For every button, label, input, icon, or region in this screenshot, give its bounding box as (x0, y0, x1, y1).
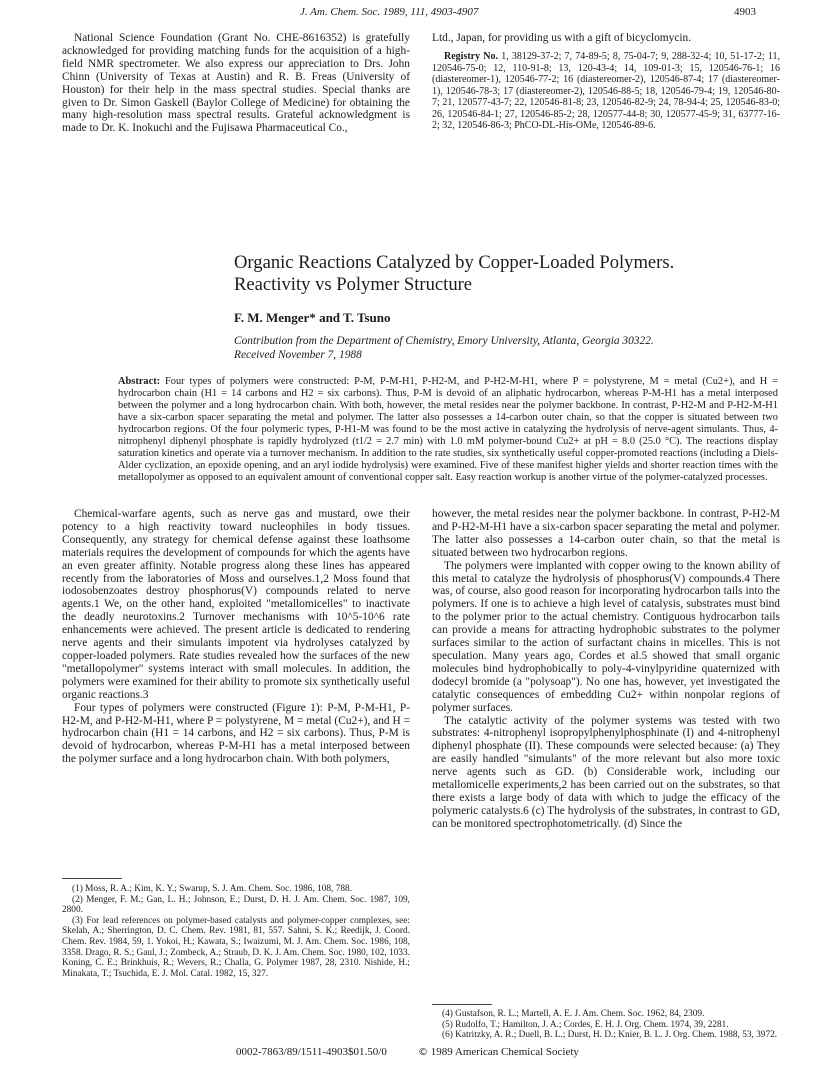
body-left-column (62, 508, 410, 766)
article-code: 0002-7863/89/1511-4903$01.50/0 (236, 1046, 387, 1058)
body-paragraph: Chemical-warfare agents, such as nerve gas and mustard, owe their potency to a high reactivity toward nucleophiles in body tissues. Consequently, any strategy for chemical defense against these loathsome materials requires the development of compounds for which the agents have an even greater affinity. Notable progress along these lines has appeared recently from the laboratories of Moss and ourselves.1,2 Moss found that iodosobenzoates destroy phosphorus(V) compounds related to nerve agents.1 We, on the other hand, exploited "metallomicelles" to inactivate the deadly neurotoxins.2 Turnover mechanisms with 10^5-10^6 rate enhancements were achieved. The present article is dedicated to rendering nerve agents and their simulants impotent via hydrolyses catalyzed by copper-loaded polymers. Rate studies revealed how the surfaces of the new "metallopolymer" systems interact with small molecules. In addition, the polymers were examined for their ability to promote six synthetically useful organic reactions.3 (62, 508, 410, 701)
footnote-divider (62, 878, 122, 879)
abstract (118, 376, 778, 484)
footnote: (4) Gustafson, R. L.; Martell, A. E. J. Am. Chem. Soc. 1962, 84, 2309. (442, 1009, 705, 1019)
footnote: (3) For lead references on polymer-based catalysts and polymer-copper complexes, see: Skelah, A.; Sherrington, D. C. Chem. Rev. 1981, 81, 557. Sahni, S. K.; Reedijk, J. Coord. Chem. Rev. 1984, 59, 1. Yokoi, H.; Kawata, S.; Iwaizumi, M. J. Am. Chem. Soc. 1986, 108, 3358. Drago, R. S.; Gaul, J.; Zombeck, A.; Straub, D. K. J. Am. Chem. Soc. 1980, 102, 1033. Koning, C. E.; Brinkhuis, R.; Wevers, R.; Challa, G. Polymer 1987, 28, 2310. Nishide, H.; Minakata, T.; Tsuchida, E. J. Mol. Catal. 1982, 15, 327. (62, 915, 410, 979)
body-paragraph: however, the metal resides near the polymer backbone. In contrast, P-H2-M and P-H2-M-H1 have a six-carbon spacer separating the metal and polymer. The latter also possesses a 14-carbon outer chain, so that the metal is situated between two hydrocarbon regions. (432, 508, 780, 559)
footnote: (1) Moss, R. A.; Kim, K. Y.; Swarup, S. J. Am. Chem. Soc. 1986, 108, 788. (72, 884, 352, 894)
copyright-symbol: © (418, 1047, 428, 1058)
previous-article-acknowledgment (62, 32, 410, 135)
page-number: 4903 (734, 6, 756, 18)
abstract-text: Four types of polymers were constructed: P-M, P-M-H1, P-H2-M, and P-H2-M-H1, where P = polystyrene, M = metal (Cu2+), and H = hydrocarbon chain (H1 = 14 carbons and H2 = six carbons). Thus, P-M is devoid of an aliphatic hydrocarbon, whereas P-M-H1 has a metal interposed between the polymer and a long hydrocarbon chain. With both, however, the metal resides near the polymer backbone. In contrast, P-H2-M and P-H2-M-H1 have a six-carbon spacer separating the metal and polymer. The latter also possesses a 14-carbon outer chain, so that the copper is situated between two hydrocarbon regions. Of the four polymeric types, P-H1-M was found to be the most active in catalyzing the hydrolysis of nerve-agent simulants. Thus, 4-nitrophenyl diphenyl phosphate is rapidly hydrolyzed (t1/2 = 2.7 min) with 1.0 mM polymer-bound Cu2+ at pH = 8.0 (25.0 °C). The reactions display saturation kinetics and operate via a turnover mechanism. In addition to the rate studies, six synthetically useful copper-promoted reactions (including a Diels-Alder cyclization, an epoxide opening, and an aryl iodide hydrolysis) were examined. Five of these manifest higher yields and shorter reaction times with the metallopolymer as opposed to an equivalent amount of conventional copper salt. Easy reaction workup is another virtue of the polymer-catalyzed processes. (118, 376, 778, 483)
acknowledgment-continued: Ltd., Japan, for providing us with a gift of bicyclomycin. (432, 32, 692, 44)
authors: F. M. Menger* and T. Tsuno (234, 310, 391, 325)
affiliation-block (234, 334, 794, 362)
footnote: (6) Katritzky, A. R.; Duell, B. L.; Durst, H. D.; Knier, B. L. J. Org. Chem. 1988, 53, 3972. (442, 1030, 778, 1041)
journal-citation: J. Am. Chem. Soc. 1989, 111, 4903-4907 (300, 6, 479, 18)
body-paragraph: The polymers were implanted with copper owing to the known ability of this metal to catalyze the hydrolysis of phosphorus(V) compounds.4 There was, of course, also good reason for incorporating hydrocarbon tails into the polymers. If one is to achieve a high level of catalysis, substrates must bind to the polymer prior to the actual chemistry. Contiguous hydrocarbon tails can provide a means for attracting hydrophobic substrates to the polymer surfaces similar to the action of surfactant chains in micelles. This is not speculation. Many years ago, Cordes et al.5 showed that small organic molecules bind hydrophobically to poly-4-vinylpyridine quaternized with dodecyl bromide (a "polysoap"). No one has, however, yet investigated the catalytic consequences of embedding Cu2+ within nonpolar regions of polymer surfaces. (432, 559, 780, 714)
footnotes-right (432, 1009, 780, 1041)
registry-label: Registry No. (444, 50, 499, 62)
title-line-1: Organic Reactions Catalyzed by Copper-Loaded Polymers. (234, 252, 675, 273)
body-paragraph: Four types of polymers were constructed (Figure 1): P-M, P-M-H1, P-H2-M, and P-H2-M-H1, where P = polystyrene, M = metal (Cu2+), and H = hydrocarbon chain (H1 = 14 carbons, and H2 = six carbons). Thus, P-M is devoid of hydrocarbon, whereas P-M-H1 has a metal interposed between the polymer surface and a long hydrocarbon chain. With both polymers, (62, 701, 410, 766)
registry-text: 1, 38129-37-2; 7, 74-89-5; 8, 75-04-7; 9, 288-32-4; 10, 51-17-2; 11, 120546-75-0; 12, 110-91-8; 13, 120-43-4; 14, 109-01-3; 15, 120546-76-1; 16 (diastereomer-1), 120546-77-2; 16 (diastereomer-2), 120546-87-4; 17 (diastereomer-1), 120546-78-3; 17 (diastereomer-2), 120546-88-5; 18, 120546-79-4; 19, 120546-80-7; 21, 120577-43-7; 22, 120546-81-8; 23, 120546-82-9; 24, 78-94-4; 25, 120546-83-0; 26, 120546-84-1; 27, 120546-85-2; 28, 120577-44-8; 30, 120577-45-9; 31, 63777-16-2; 32, 120546-86-3; PhCO-DL-His-OMe, 120546-89-6. (432, 50, 780, 132)
abstract-label: Abstract: (118, 376, 161, 387)
footnote-divider (432, 1004, 492, 1005)
received-date: Received November 7, 1988 (234, 349, 362, 361)
previous-article-end (432, 32, 780, 132)
body-right-column (432, 508, 780, 831)
acknowledgment-text: National Science Foundation (Grant No. CHE-8616352) is gratefully acknowledged for providing matching funds for the acquisition of a high-field NMR spectrometer. We also express our appreciation to Drs. John Chinn (University of Texas at Austin) and R. B. Freas (University of Houston) for their help in the mass spectral studies. Special thanks are given to Dr. Simon Gaskell (Baylor College of Medicine) for obtaining the many high-resolution mass spectral results. Grateful acknowledgment is made to Dr. K. Inokuchi and the Fujisawa Pharmaceutical Co., (62, 32, 410, 135)
copyright-line (418, 1046, 579, 1058)
copyright-text: 1989 American Chemical Society (430, 1046, 579, 1058)
footnotes-left (62, 884, 410, 979)
article-title (234, 252, 794, 296)
affiliation: Contribution from the Department of Chemistry, Emory University, Atlanta, Georgia 30322. (234, 335, 654, 347)
article-title-block (234, 252, 794, 362)
registry-numbers (432, 51, 780, 132)
footnote: (5) Rudolfo, T.; Hamilton, J. A.; Cordes, E. H. J. Org. Chem. 1974, 39, 2281. (442, 1019, 729, 1030)
body-paragraph: The catalytic activity of the polymer systems was tested with two substrates: 4-nitrophenyl isopropylphenylphosphinate (I) and 4-nitrophenyl diphenyl phosphate (II). These compounds were selected because: (a) They are easily handled "simulants" of the more relevant but also more toxic nerve agents such as GD. (b) Considerable work, including our metallomicelle experiments,2 has been carried out on the substrates, so that there exists a large body of data with which to judge the efficacy of the polymeric catalysts.6 (c) The hydrolysis of the substrates, in contrast to GD, can be monitored spectrophotometrically. (d) Since the (432, 714, 780, 830)
running-header (0, 6, 820, 22)
title-line-2: Reactivity vs Polymer Structure (234, 274, 473, 295)
footnote: (2) Menger, F. M.; Gan, L. H.; Johnson, E.; Durst, D. H. J. Am. Chem. Soc. 1987, 109, 2800. (62, 894, 410, 916)
